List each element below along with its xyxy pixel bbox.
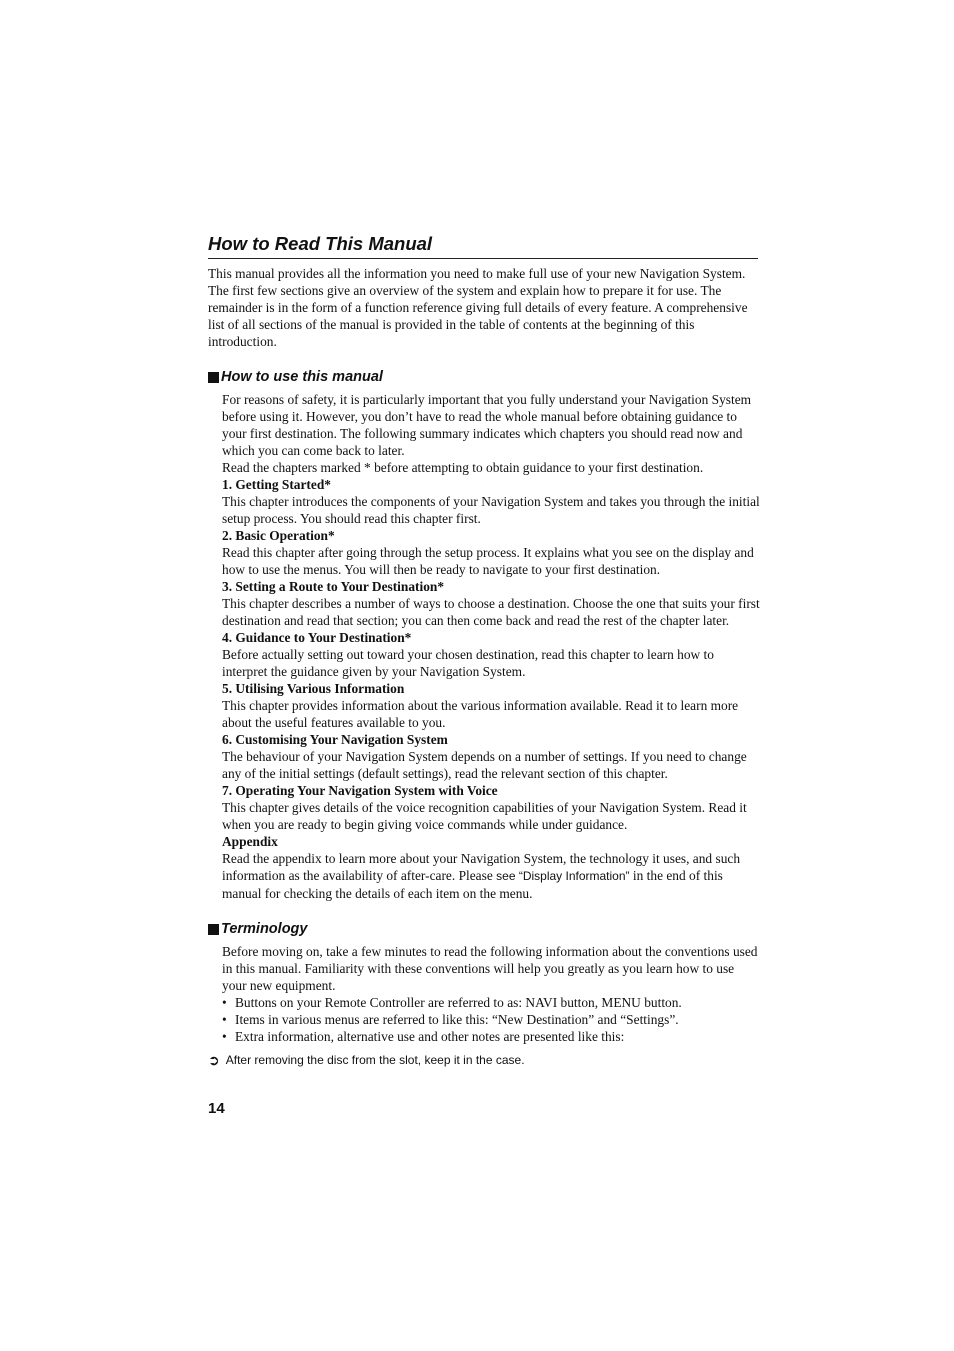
appendix-text	[222, 850, 760, 902]
how-to-use-body	[208, 391, 760, 902]
chapter-text: This chapter provides information about the various information available. Read it to learn more about the useful features available to you.	[222, 698, 739, 730]
chapter-title: 3. Setting a Route to Your Destination*	[222, 579, 445, 594]
list-item	[222, 1011, 760, 1028]
bullet-dot-icon: •	[222, 1029, 227, 1044]
chapter-text: This chapter gives details of the voice recognition capabilities of your Navigation System. Read it when you are ready to begin giving voice commands while under guidance.	[222, 800, 747, 832]
display-information-reference: see “Display Information”	[496, 869, 630, 883]
section-heading-how-to-use	[208, 368, 760, 386]
note-arrow-icon: ➲	[208, 1052, 220, 1068]
list-item-text: Buttons on your Remote Controller are referred to as: NAVI button, MENU button.	[235, 995, 682, 1010]
square-bullet-icon	[208, 372, 219, 383]
appendix-title: Appendix	[222, 834, 278, 849]
chapter-text: This chapter describes a number of ways to choose a destination. Choose the one that suits your first destination and read that section; you can then come back and read the rest of the chapter later.	[222, 596, 760, 628]
chapter-title: 4. Guidance to Your Destination*	[222, 630, 412, 645]
terminology-lead: Before moving on, take a few minutes to read the following information about the conventions used in this manual. Familiarity with these conventions will help you greatly as you learn how to use your new equipment.	[222, 944, 758, 993]
section-heading-text: Terminology	[221, 921, 308, 937]
page-content	[208, 232, 760, 1069]
chapter-title: 1. Getting Started*	[222, 477, 331, 492]
chapter-text: Before actually setting out toward your chosen destination, read this chapter to learn how to interpret the guidance given by your Navigation System.	[222, 647, 714, 679]
list-item	[222, 1028, 760, 1045]
example-note	[208, 1052, 760, 1069]
square-bullet-icon	[208, 924, 219, 935]
list-item-text: Extra information, alternative use and other notes are presented like this:	[235, 1029, 625, 1044]
marked-note: Read the chapters marked * before attempting to obtain guidance to your first destination.	[222, 460, 704, 475]
terminology-body	[208, 943, 760, 1045]
appendix-text-before: Read the appendix to learn more about your Navigation System, the technology it uses, and such information as the availability of after-care. Please	[222, 851, 741, 883]
chapter-title: 2. Basic Operation*	[222, 528, 335, 543]
page-number: 14	[208, 1100, 225, 1117]
section-heading-text: How to use this manual	[221, 369, 383, 385]
lead-paragraph: For reasons of safety, it is particularly important that you fully understand your Navigation System before using it. However, you don’t have to read the whole manual before obtaining guidance to your first destination. The following summary indicates which chapters you should read now and which you can come back to later.	[222, 392, 752, 458]
bullet-dot-icon: •	[222, 995, 227, 1010]
chapter-text: This chapter introduces the components of your Navigation System and takes you through the initial setup process. You should read this chapter first.	[222, 494, 760, 526]
page-title: How to Read This Manual	[208, 232, 758, 259]
list-item-text: Items in various menus are referred to like this: “New Destination” and “Settings”.	[235, 1012, 679, 1027]
bullet-dot-icon: •	[222, 1012, 227, 1027]
note-text: After removing the disc from the slot, keep it in the case.	[225, 1053, 525, 1067]
conventions-list	[222, 994, 760, 1045]
chapter-text: Read this chapter after going through the setup process. It explains what you see on the display and how to use the menus. You will then be ready to navigate to your first destination.	[222, 545, 754, 577]
chapter-title: 5. Utilising Various Information	[222, 681, 405, 696]
chapter-title: 7. Operating Your Navigation System with Voice	[222, 783, 498, 798]
list-item	[222, 994, 760, 1011]
section-heading-terminology	[208, 920, 760, 938]
intro-paragraph: This manual provides all the information you need to make full use of your new Navigation System. The first few sections give an overview of the system and explain how to prepare it for use. The remainder is in the form of a function reference giving full details of every feature. A comprehensive list of all sections of the manual is provided in the table of contents at the beginning of this introduction.	[208, 266, 748, 349]
chapter-text: The behaviour of your Navigation System depends on a number of settings. If you need to change any of the initial settings (default settings), read the relevant section of this chapter.	[222, 749, 747, 781]
appendix-text-after: in the end of this manual for checking the details of each item on the menu.	[222, 868, 723, 901]
chapter-title: 6. Customising Your Navigation System	[222, 732, 448, 747]
